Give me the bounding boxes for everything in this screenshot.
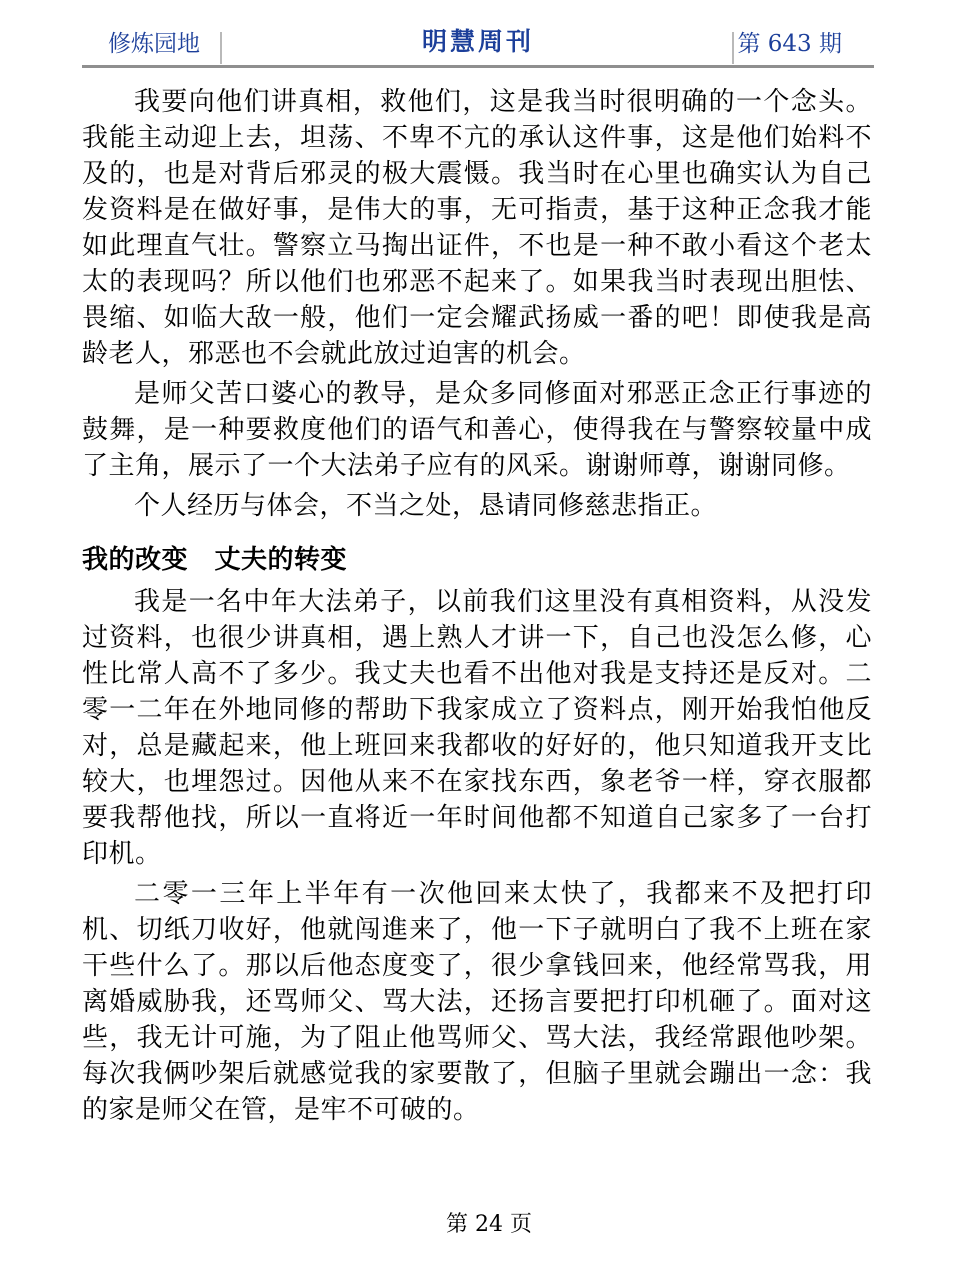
header-publication-title: 明慧周刊 — [421, 27, 534, 56]
header-rule — [82, 65, 874, 68]
body-paragraph: 我要向他们讲真相，救他们，这是我当时很明确的一个念头。我能主动迎上去，坦荡、不卑不亢的承认这件事，这是他们始料不及的，也是对背后邪灵的极大震慑。我当时在心里也确实认为自己发资料是在做好事，是伟大的事，无可指责，基于这种正念我才能如此理直气壮。警察立马掏出证件，不也是一种不敢小看这个老太太的表现吗？所以他们也邪恶不起来了。如果我当时表现出胆怯、畏缩、如临大敌一般，他们一定会耀武扬威一番的吧！即使我是高龄老人，邪恶也不会就此放过迫害的机会。 — [82, 87, 872, 369]
page-header — [82, 26, 874, 66]
page-content — [82, 84, 872, 1132]
header-issue-number: 第 643 期 — [737, 31, 842, 57]
page-number: 第 24 页 — [446, 1212, 532, 1237]
header-section-name: 修炼园地 — [108, 31, 200, 57]
body-paragraph: 是师父苦口婆心的教导，是众多同修面对邪恶正念正行事迹的鼓舞，是一种要救度他们的语气和善心，使得我在与警察较量中成了主角，展示了一个大法弟子应有的风采。谢谢师尊，谢谢同修。 — [82, 379, 872, 481]
body-paragraph: 个人经历与体会，不当之处，恳请同修慈悲指正。 — [134, 491, 718, 521]
header-divider-right — [732, 32, 734, 64]
body-paragraph: 二零一三年上半年有一次他回来太快了，我都来不及把打印机、切纸刀收好，他就闯進来了，他一下子就明白了我不上班在家干些什么了。那以后他态度变了，很少拿钱回来，他经常骂我，用离婚威胁我，还骂师父、骂大法，还扬言要把打印机砸了。面对这些，我无计可施，为了阻止他骂师父、骂大法，我经常跟他吵架。每次我俩吵架后就感觉我的家要散了，但脑子里就会蹦出一念：我的家是师父在管，是牢不可破的。 — [82, 879, 872, 1125]
body-paragraph: 我是一名中年大法弟子，以前我们这里没有真相资料，从没发过资料，也很少讲真相，遇上熟人才讲一下，自己也没怎么修，心性比常人高不了多少。我丈夫也看不出他对我是支持还是反对。二零一二年在外地同修的帮助下我家成立了资料点，刚开始我怕他反对，总是藏起来，他上班回来我都收的好好的，他只知道我开支比较大，也埋怨过。因他从来不在家找东西，象老爷一样，穿衣服都要我帮他找，所以一直将近一年时间他都不知道自己家多了一台打印机。 — [82, 587, 872, 869]
article-title: 我的改变 丈夫的转变 — [82, 545, 348, 575]
